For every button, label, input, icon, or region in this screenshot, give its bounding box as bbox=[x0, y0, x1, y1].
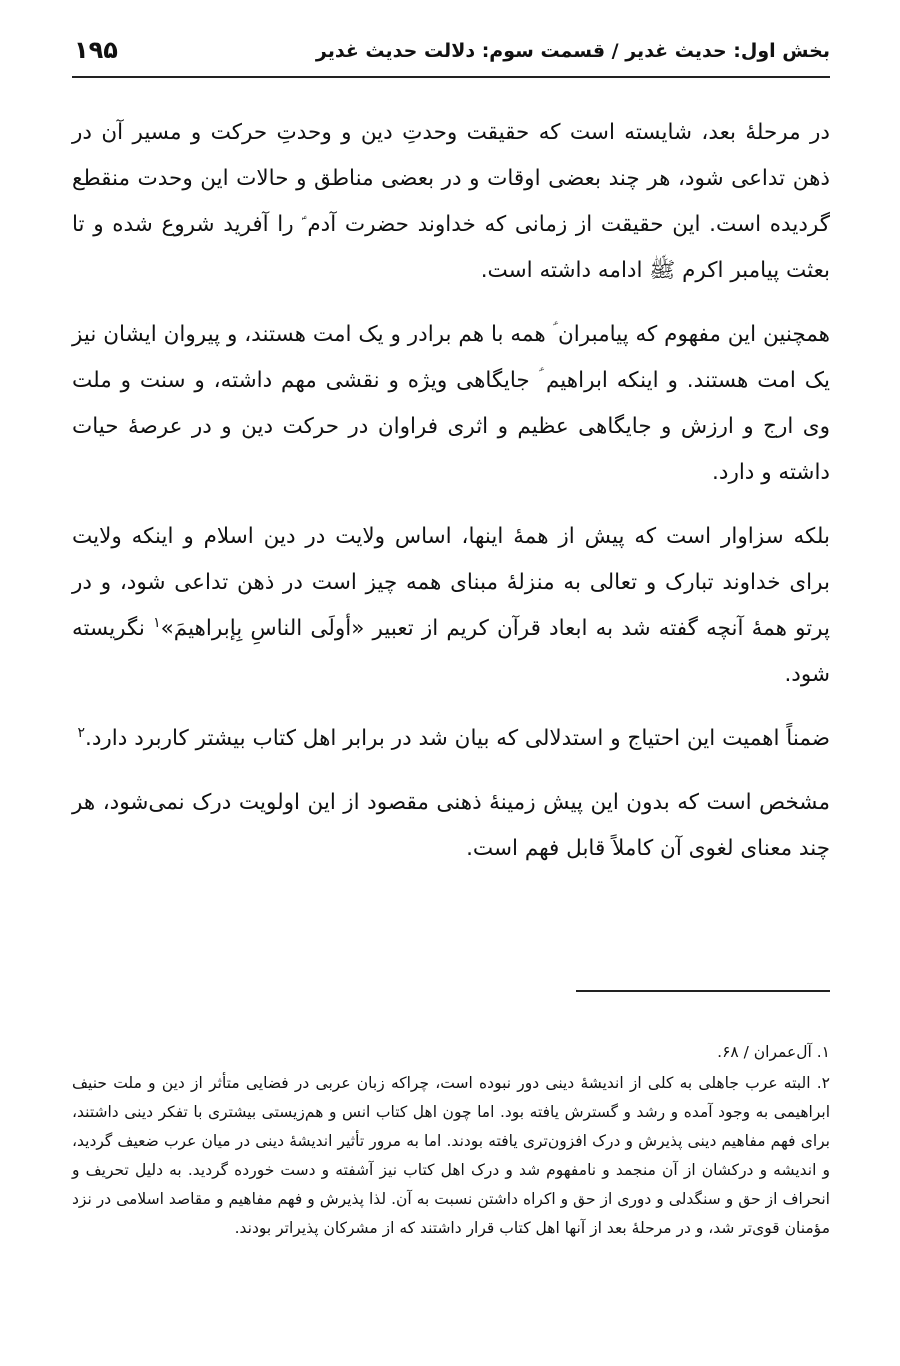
paragraph bbox=[72, 110, 830, 294]
footnote-divider bbox=[576, 990, 830, 992]
page-header bbox=[72, 36, 830, 78]
paragraph-text: در مرحلهٔ بعد، شایسته است که حقیقت وحدتِ دین و وحدتِ حرکت و مسیر آن در ذهن تداعی شود، هر چند بعضی اوقات و در بعضی مناطق و حالات این وحدت منقطع گردیده است. این حقیقت از زمانی که خداوند حضرت آدم ؑ را آفرید شروع شده و تا بعثت پیامبر اکرم ﷺ ادامه داشته است. bbox=[72, 120, 830, 283]
paragraph bbox=[72, 514, 830, 698]
paragraph bbox=[72, 780, 830, 872]
footnotes bbox=[72, 1038, 830, 1243]
paragraph-text: مشخص است که بدون این پیش زمینهٔ ذهنی مقصود از این اولویت درک نمی‌شود، هر چند معنای لغوی آن کاملاً قابل فهم است. bbox=[72, 790, 830, 861]
footnote-ref[interactable]: ۲ bbox=[77, 724, 86, 741]
main-text bbox=[72, 110, 830, 890]
paragraph-text-continued: نگریسته شود. bbox=[72, 616, 830, 687]
footnote: ۲. البته عرب جاهلی به کلی از اندیشهٔ دینی دور نبوده است، چراکه زبان عربی در فضایی متأثر از دین و ملت حنیف ابراهیمی به وجود آمده و رشد و گسترش یافته بود. اما چون اهل کتاب انس و هم‌زیستی بیشتری با تفکر دینی داشتند، برای فهم مفاهیم دینی پذیرش و درک افزون‌تری یافته بودند. اما به مرور تأثیر اندیشهٔ دینی در میان عرب ضعیف گردید، و اندیشه و درکشان از آن منجمد و نامفهوم شد و درک اهل کتاب نیز آشفته و دست خورده گردید. به دلیل تحریف و انحراف از حق و سنگدلی و دوری از حق و اکراه داشتن نسبت به آن. لذا پذیرش و فهم مفاهیم و مقاصد اسلامی در نزد مؤمنان قوی‌تر شد، و در مرحلهٔ بعد از آنها اهل کتاب قرار داشتند که از مشرکان پذیراتر بودند. bbox=[72, 1074, 830, 1237]
paragraph-text: همچنین این مفهوم که پیامبران ؑ همه با هم برادر و یک امت هستند، و پیروان ایشان نیز یک امت هستند. و اینکه ابراهیم ؑ جایگاهی ویژه و نقشی مهم داشته، و سنت و ملت وی ارج و ارزش و جایگاهی عظیم و اثری فراوان در حرکت دین و در عرصهٔ حیات داشته و دارد. bbox=[72, 322, 830, 485]
footnote-ref[interactable]: ۱ bbox=[153, 614, 161, 631]
footnote: ۱. آل‌عمران / ۶۸. bbox=[717, 1043, 830, 1061]
running-title: بخش اول: حدیث غدیر / قسمت سوم: دلالت حدیث غدیر bbox=[315, 40, 830, 62]
page-number: ۱۹۵ bbox=[74, 36, 118, 64]
paragraph bbox=[72, 312, 830, 496]
paragraph bbox=[72, 716, 830, 762]
paragraph-text: ضمناً اهمیت این احتیاج و استدلالی که بیان شد در برابر اهل کتاب بیشتر کاربرد دارد. bbox=[85, 726, 830, 751]
paragraph-text: بلکه سزاوار است که پیش از همهٔ اینها، اساس ولایت در دین اسلام و اینکه ولایت برای خداوند تبارک و تعالی به منزلهٔ مبنای همه چیز است در ذهن تداعی شود، و در پرتو همهٔ آنچه گفته شد به ابعاد قرآن کریم از تعبیر «أولَی الناسِ بِإبراهیمَ» bbox=[72, 524, 831, 641]
